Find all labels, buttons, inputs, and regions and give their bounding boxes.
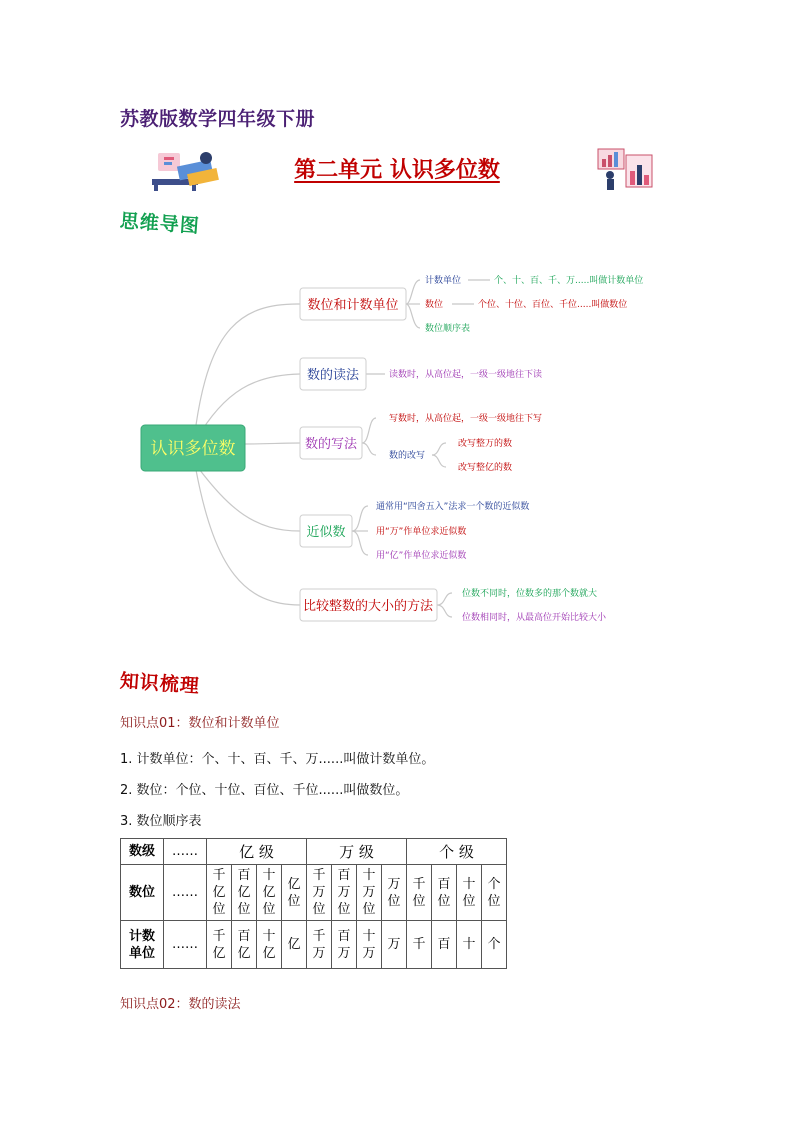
level-yi: 亿 级 [207, 839, 307, 865]
table-cell: 十位 [457, 865, 482, 921]
leaf-rounding: 通常用“四舍五入”法求一个数的近似数 [376, 502, 530, 512]
table-cell: 千万位 [307, 865, 332, 921]
knowledge-point-1-title: 知识点01：数位和计数单位 [120, 716, 280, 731]
table-cell: 千 [407, 921, 432, 969]
table-row [121, 839, 507, 865]
mindmap-branch-3 [300, 427, 362, 459]
table-cell: 百亿 [232, 921, 257, 969]
mindmap-branch-1 [300, 288, 406, 320]
mindmap-heading: 思维导图 [119, 210, 201, 238]
leaf-rewrite: 数的改写 [389, 451, 426, 461]
table-cell: 十亿 [257, 921, 282, 969]
leaf-compare-same-digits: 位数相同时，从最高位开始比较大小 [462, 613, 607, 623]
table-cell: 百万 [332, 921, 357, 969]
svg-text:比较整数的大小的方法: 比较整数的大小的方法 [302, 599, 434, 614]
leaf-approx-yi: 用“亿”作单位求近似数 [376, 551, 467, 561]
leaf-rewrite-yi: 改写整亿的数 [458, 463, 513, 473]
ellipsis-cell: …… [164, 839, 207, 865]
table-cell: 百亿位 [232, 865, 257, 921]
row-label-level: 数级 [121, 839, 164, 865]
mindmap-branch-2 [300, 358, 366, 390]
leaf-digit-place: 数位 [425, 300, 444, 310]
leaf-digit-place-detail: 个位、十位、百位、千位.....叫做数位 [478, 300, 628, 310]
table-row [121, 865, 507, 921]
leaf-writing-rule: 写数时，从高位起，一级一级地往下写 [389, 414, 543, 424]
table-cell: 千亿 [207, 921, 232, 969]
knowledge-line-2: 2. 数位：个位、十位、百位、千位......叫做数位。 [120, 783, 409, 798]
table-cell: 万 [382, 921, 407, 969]
leaf-counting-unit: 计数单位 [425, 276, 462, 286]
table-cell: 十 [457, 921, 482, 969]
mindmap-branch-4 [300, 515, 352, 547]
level-ge: 个 级 [407, 839, 507, 865]
knowledge-heading: 知识梳理 [119, 670, 201, 698]
mindmap-root [141, 425, 245, 471]
table-cell: 千位 [407, 865, 432, 921]
mindmap-branch-5 [300, 589, 437, 621]
unit-title: 第二单元 认识多位数 [294, 158, 500, 183]
knowledge-point-2-title: 知识点02：数的读法 [120, 997, 241, 1012]
knowledge-line-3: 3. 数位顺序表 [120, 814, 202, 829]
svg-text:数位和计数单位: 数位和计数单位 [307, 298, 399, 313]
table-row [121, 921, 507, 969]
table-cell: 十万 [357, 921, 382, 969]
table-cell: 个 [482, 921, 507, 969]
leaf-rewrite-wan: 改写整万的数 [458, 439, 513, 449]
table-cell: 百 [432, 921, 457, 969]
table-cell: 千亿位 [207, 865, 232, 921]
svg-text:近似数: 近似数 [306, 525, 346, 540]
level-wan: 万 级 [307, 839, 407, 865]
leaf-counting-unit-detail: 个、十、百、千、万.....叫做计数单位 [494, 276, 644, 286]
table-cell: 亿 [282, 921, 307, 969]
leaf-compare-diff-digits: 位数不同时，位数多的那个数就大 [462, 589, 598, 599]
svg-text:数的写法: 数的写法 [304, 437, 358, 452]
row-label-unit: 计数单位 [121, 921, 164, 969]
ellipsis-cell: …… [164, 865, 207, 921]
row-label-digit: 数位 [121, 865, 164, 921]
table-cell: 百位 [432, 865, 457, 921]
leaf-place-order-table: 数位顺序表 [425, 324, 471, 334]
svg-text:认识多位数: 认识多位数 [150, 439, 236, 459]
table-cell: 百万位 [332, 865, 357, 921]
table-cell: 个位 [482, 865, 507, 921]
table-cell: 千万 [307, 921, 332, 969]
table-cell: 亿位 [282, 865, 307, 921]
table-cell: 十万位 [357, 865, 382, 921]
knowledge-line-1: 1. 计数单位：个、十、百、千、万......叫做计数单位。 [120, 752, 435, 767]
ellipsis-cell: …… [164, 921, 207, 969]
leaf-approx-wan: 用“万”作单位求近似数 [376, 527, 467, 537]
book-title: 苏教版数学四年级下册 [120, 108, 316, 130]
leaf-reading-rule: 读数时，从高位起，一级一级地往下读 [389, 370, 543, 380]
table-cell: 十亿位 [257, 865, 282, 921]
table-cell: 万位 [382, 865, 407, 921]
svg-text:数的读法: 数的读法 [306, 368, 360, 383]
place-value-table [120, 838, 507, 969]
